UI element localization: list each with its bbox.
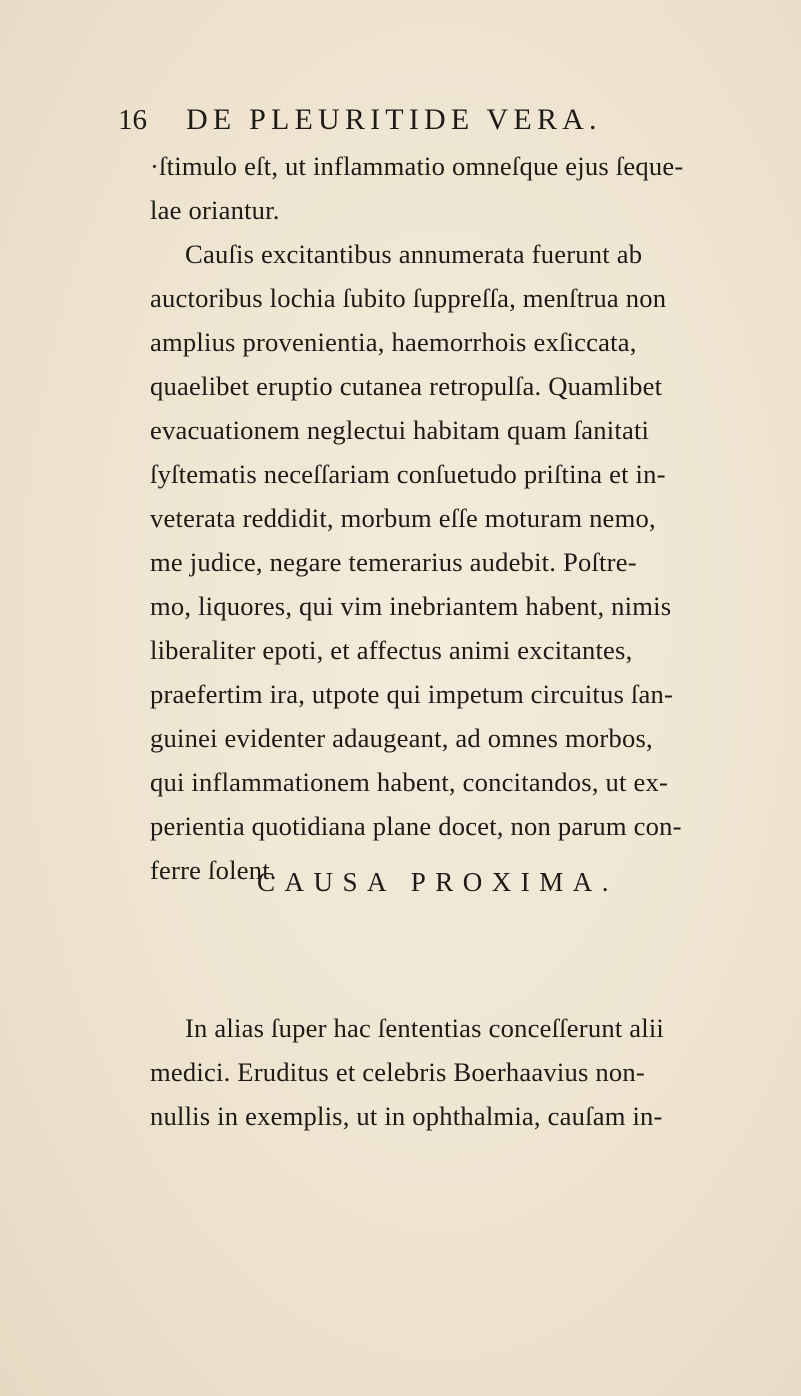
- page-number: 16: [118, 104, 147, 136]
- text-line: ·ſtimulo eſt, ut inflammatio omneſque ejus ſeque-: [150, 151, 684, 181]
- text-line: perientia quotidiana plane docet, non parum con-: [150, 811, 682, 841]
- text-line: guinei evidenter adaugeant, ad omnes morbos,: [150, 723, 653, 753]
- text-line: quaelibet eruptio cutanea retropulſa. Quamlibet: [150, 371, 663, 401]
- text-line: auctoribus lochia ſubito ſuppreſſa, menſtrua non: [150, 283, 667, 313]
- text-line: praefertim ira, utpote qui impetum circuitus ſan-: [150, 679, 674, 709]
- text-line: qui inflammationem habent, concitandos, ut ex-: [150, 767, 669, 797]
- text-line: lae oriantur.: [150, 195, 280, 225]
- text-line: ferre ſolent.: [150, 855, 277, 885]
- text-line: amplius provenientia, haemorrhois exſiccata,: [150, 327, 637, 357]
- text-line: liberaliter epoti, et affectus animi excitantes,: [150, 635, 633, 665]
- text-line: veterata reddidit, morbum eſſe moturam nemo,: [150, 503, 656, 533]
- text-line: medici. Eruditus et celebris Boerhaavius non-: [150, 1057, 645, 1087]
- text-line: nullis in exemplis, ut in ophthalmia, cauſam in-: [150, 1101, 663, 1131]
- text-line: mo, liquores, qui vim inebriantem habent, nimis: [150, 591, 672, 621]
- text-line: ſyſtematis neceſſariam conſuetudo priſtina et in-: [150, 459, 666, 489]
- running-title: DE PLEURITIDE VERA.: [186, 103, 602, 136]
- text-line: evacuationem neglectui habitam quam ſanitati: [150, 415, 650, 445]
- running-head: [118, 96, 758, 144]
- text-line: In alias ſuper hac ſententias conceſſerunt alii: [185, 1013, 665, 1043]
- text-line: me judice, negare temerarius audebit. Poſtre-: [150, 547, 637, 577]
- text-line: Cauſis excitantibus annumerata fuerunt ab: [185, 239, 643, 269]
- section-heading: CAUSA PROXIMA.: [257, 867, 619, 897]
